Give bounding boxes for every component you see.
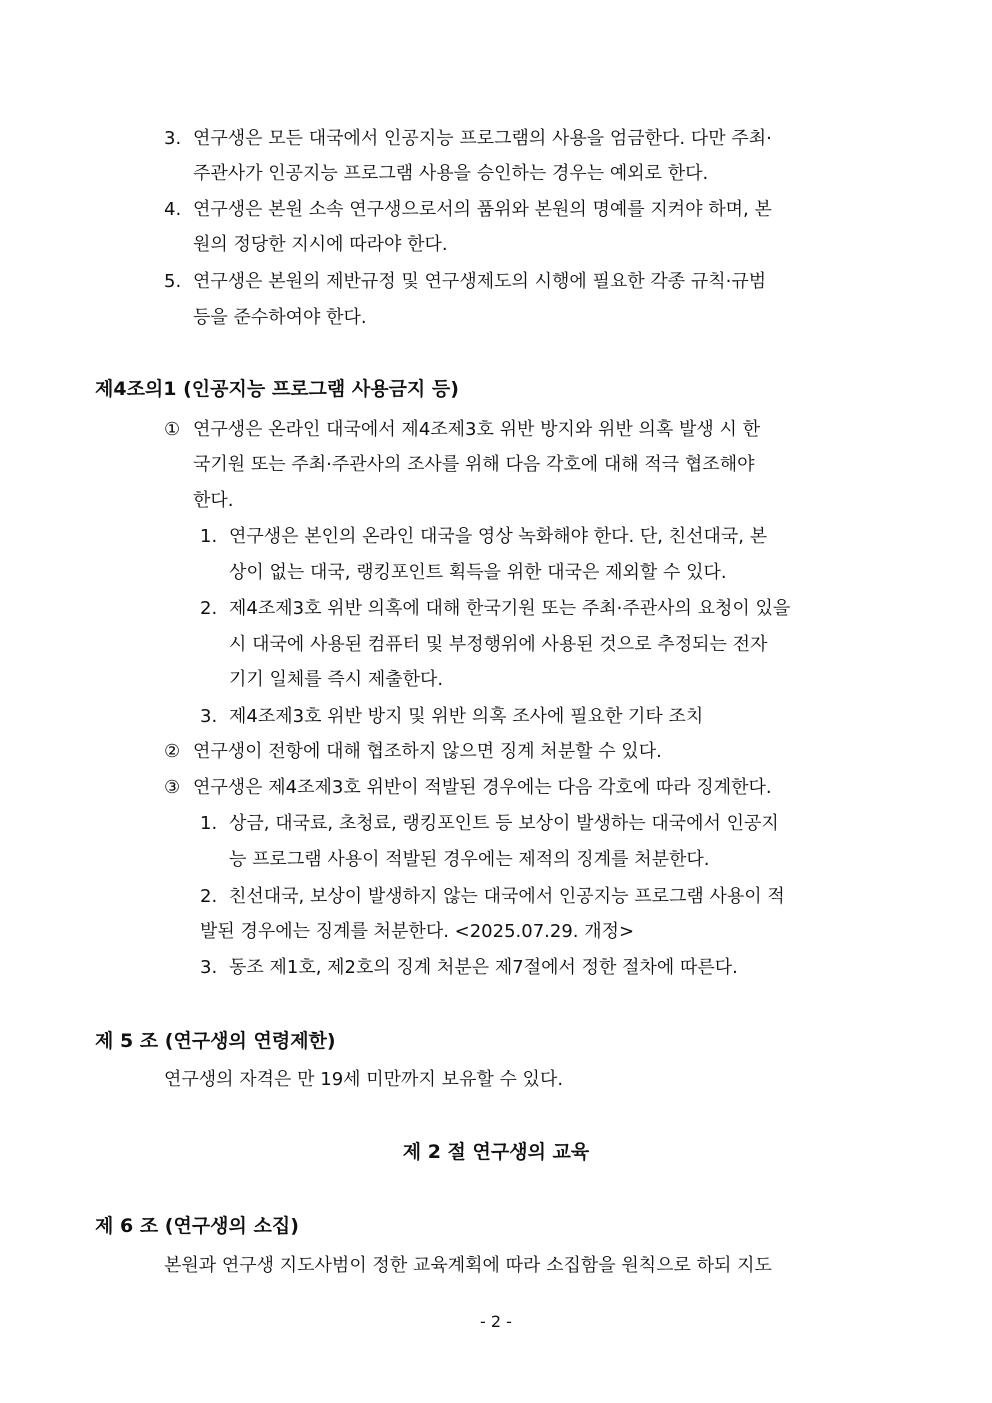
sub-item-text-line: 시 대국에 사용된 컴퓨터 및 부정행위에 사용된 것으로 추정되는 전자 (229, 634, 768, 655)
sub-item-text-line: 능 프로그램 사용이 적발된 경우에는 제적의 징계를 처분한다. (229, 849, 710, 870)
sub-item-number: 2. (200, 886, 218, 907)
item-number: 4. (164, 199, 182, 220)
sub-item-text-line: 발된 경우에는 징계를 처분한다. <2025.07.29. 개정> (200, 921, 635, 942)
sub-item-number: 3. (200, 706, 218, 727)
sub-item-text-line: 연구생은 본인의 온라인 대국을 영상 녹화해야 한다. 단, 친선대국, 본 (229, 526, 768, 547)
page-number: - 2 - (480, 1312, 512, 1331)
section-title: 제 2 절 연구생의 교육 (402, 1141, 590, 1163)
sub-item-text-line: 상이 없는 대국, 랭킹포인트 획득을 위한 대국은 제외할 수 있다. (229, 562, 727, 583)
clause-text-line: 한다. (193, 490, 234, 511)
sub-item-text-line: 제4조제3호 위반 의혹에 대해 한국기원 또는 주최·주관사의 요청이 있을 (229, 598, 791, 619)
sub-item-text-line: 친선대국, 보상이 발생하지 않는 대국에서 인공지능 프로그램 사용이 적 (229, 886, 785, 907)
item-number: 3. (164, 128, 182, 149)
item-number: 5. (164, 271, 182, 292)
sub-item-text-line: 상금, 대국료, 초청료, 랭킹포인트 등 보상이 발생하는 대국에서 인공지 (229, 813, 779, 834)
clause-text-line: 국기원 또는 주최·주관사의 조사를 위해 다음 각호에 대해 적극 협조해야 (193, 454, 755, 475)
article-heading: 제4조의1 (인공지능 프로그램 사용금지 등) (95, 378, 459, 400)
sub-item-number: 1. (200, 813, 218, 834)
item-text-line: 연구생은 본원 소속 연구생으로서의 품위와 본원의 명예를 지켜야 하며, 본 (193, 199, 772, 220)
clause-text-line: 연구생은 온라인 대국에서 제4조제3호 위반 방지와 위반 의혹 발생 시 한 (193, 419, 760, 440)
sub-item-number: 1. (200, 526, 218, 547)
item-text-line: 주관사가 인공지능 프로그램 사용을 승인하는 경우는 예외로 한다. (193, 163, 709, 184)
sub-item-text-line: 제4조제3호 위반 방지 및 위반 의혹 조사에 필요한 기타 조치 (229, 706, 704, 727)
item-text-line: 원의 정당한 지시에 따라야 한다. (193, 234, 448, 255)
clause-number: ③ (164, 777, 181, 798)
clause-text-line: 연구생은 제4조제3호 위반이 적발된 경우에는 다음 각호에 따라 징계한다. (193, 777, 772, 798)
sub-item-number: 3. (200, 957, 218, 978)
article-body: 본원과 연구생 지도사범이 정한 교육계획에 따라 소집함을 원칙으로 하되 지도 (164, 1255, 772, 1276)
item-text-line: 등을 준수하여야 한다. (193, 307, 367, 328)
sub-item-text-line: 동조 제1호, 제2호의 징계 처분은 제7절에서 정한 절차에 따른다. (229, 957, 738, 978)
article-body: 연구생의 자격은 만 19세 미만까지 보유할 수 있다. (164, 1069, 564, 1090)
clause-number: ① (164, 419, 181, 440)
item-text-line: 연구생은 모든 대국에서 인공지능 프로그램의 사용을 엄금한다. 다만 주최· (193, 128, 772, 149)
sub-item-text-line: 기기 일체를 즉시 제출한다. (229, 669, 444, 690)
clause-number: ② (164, 741, 181, 762)
item-text-line: 연구생은 본원의 제반규정 및 연구생제도의 시행에 필요한 각종 규칙·규범 (193, 271, 767, 292)
clause-text-line: 연구생이 전항에 대해 협조하지 않으면 징계 처분할 수 있다. (193, 741, 662, 762)
article-heading: 제 5 조 (연구생의 연령제한) (95, 1030, 336, 1052)
article-heading: 제 6 조 (연구생의 소집) (95, 1215, 299, 1237)
sub-item-number: 2. (200, 598, 218, 619)
